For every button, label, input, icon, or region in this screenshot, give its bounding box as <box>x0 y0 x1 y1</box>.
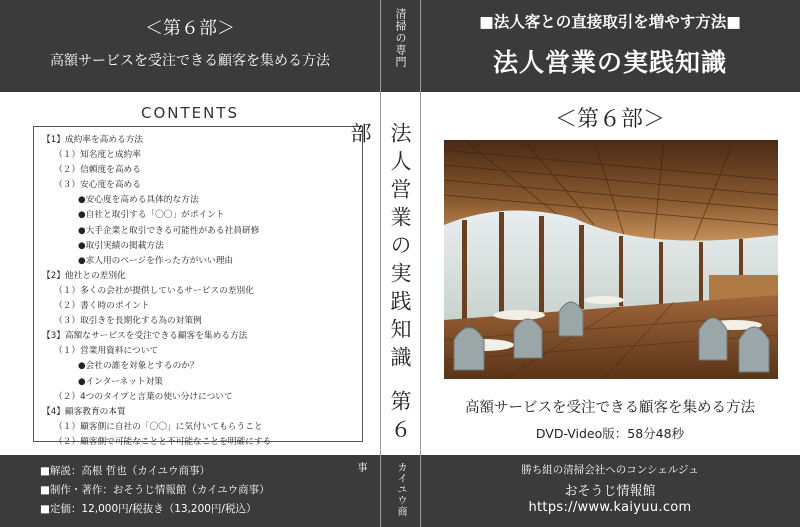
credits <box>40 462 370 519</box>
footer-brand: おそうじ情報館 <box>564 484 656 499</box>
toc-item: ●大手企業と取引できる可能性がある社員研修 <box>78 225 260 236</box>
toc-item: （２）4つのタイプと言葉の使い分けについて <box>54 391 233 402</box>
back-cover-heading: ＜第６部＞ <box>145 18 235 39</box>
toc-item: ●会社の誰を対象とするのか？ <box>78 361 199 372</box>
front-tagline: ■法人客との直接取引を増やす方法■ <box>479 13 741 31</box>
front-subtitle: 高額サービスを受注できる顧客を集める方法 <box>465 400 755 416</box>
toc-item: （３）安心度を高める <box>54 180 141 191</box>
spine-title: 法人営業の実践知識 <box>388 122 412 374</box>
toc-item: 【2】他社との差別化 <box>42 270 126 281</box>
toc-item: （１）営業用資料について <box>54 346 159 357</box>
dvd-runtime: DVD-Video版：58分48秒 <box>535 426 685 441</box>
toc-item: （２）信頼度を高める <box>54 165 141 176</box>
toc-item: （３）取引きを長期化する為の対策例 <box>54 316 202 327</box>
spine-right-edge <box>420 0 421 527</box>
toc-item: 【1】成約率を高める方法 <box>42 135 144 145</box>
toc-item: 【4】顧客教育の本質 <box>42 406 126 417</box>
toc-item: （１）顧客側に自社の「〇〇」に気付いてもらうこと <box>54 421 263 432</box>
spine-top-text: 清掃の専門 <box>394 8 407 68</box>
toc-item: （２）書く時のポイント <box>54 301 150 312</box>
credit-production: ■制作・著作：おそうじ情報館（カイユウ商事） <box>40 484 270 496</box>
contents-title: CONTENTS <box>140 104 240 122</box>
toc-item: ●安心度を高める具体的な方法 <box>78 195 199 206</box>
spine-part: 第６部 <box>348 122 412 446</box>
toc-item: ●自社と取引する「〇〇」がポイント <box>78 210 225 221</box>
footer-tagline: 勝ち組の清掃会社へのコンシェルジュ <box>521 464 699 476</box>
toc-item: （２）顧客側で可能なことと不可能なことを明確にする <box>54 436 272 447</box>
toc-item: ●インターネット対策 <box>78 376 163 387</box>
footer-url: https://www.kaiyuu.com <box>528 500 692 515</box>
toc-item: （１）知名度と成約率 <box>54 150 141 161</box>
table-of-contents <box>33 126 363 447</box>
restaurant-interior-photo <box>444 140 778 379</box>
credit-price: ■定価：12,000円/税抜き（13,200円/税込） <box>40 503 257 515</box>
credit-commentator: ■解説：高根 哲也（カイユウ商事） <box>40 465 211 477</box>
back-cover-subheading: 高額サービスを受注できる顧客を集める方法 <box>50 53 330 69</box>
toc-item: ●求人用のページを作った方がいい理由 <box>78 255 234 266</box>
toc-item: （１）多くの会社が提供しているサービスの差別化 <box>54 285 254 296</box>
spine-title-block <box>348 122 420 452</box>
toc-item: ●取引実績の掲載方法 <box>78 240 164 251</box>
toc-item: 【3】高額なサービスを受注できる顧客を集める方法 <box>42 331 248 342</box>
front-title: 法人営業の実践知識 <box>492 48 727 77</box>
front-part-label: ＜第６部＞ <box>554 107 665 132</box>
spine-bottom-text: カイユウ商事 <box>355 462 406 517</box>
